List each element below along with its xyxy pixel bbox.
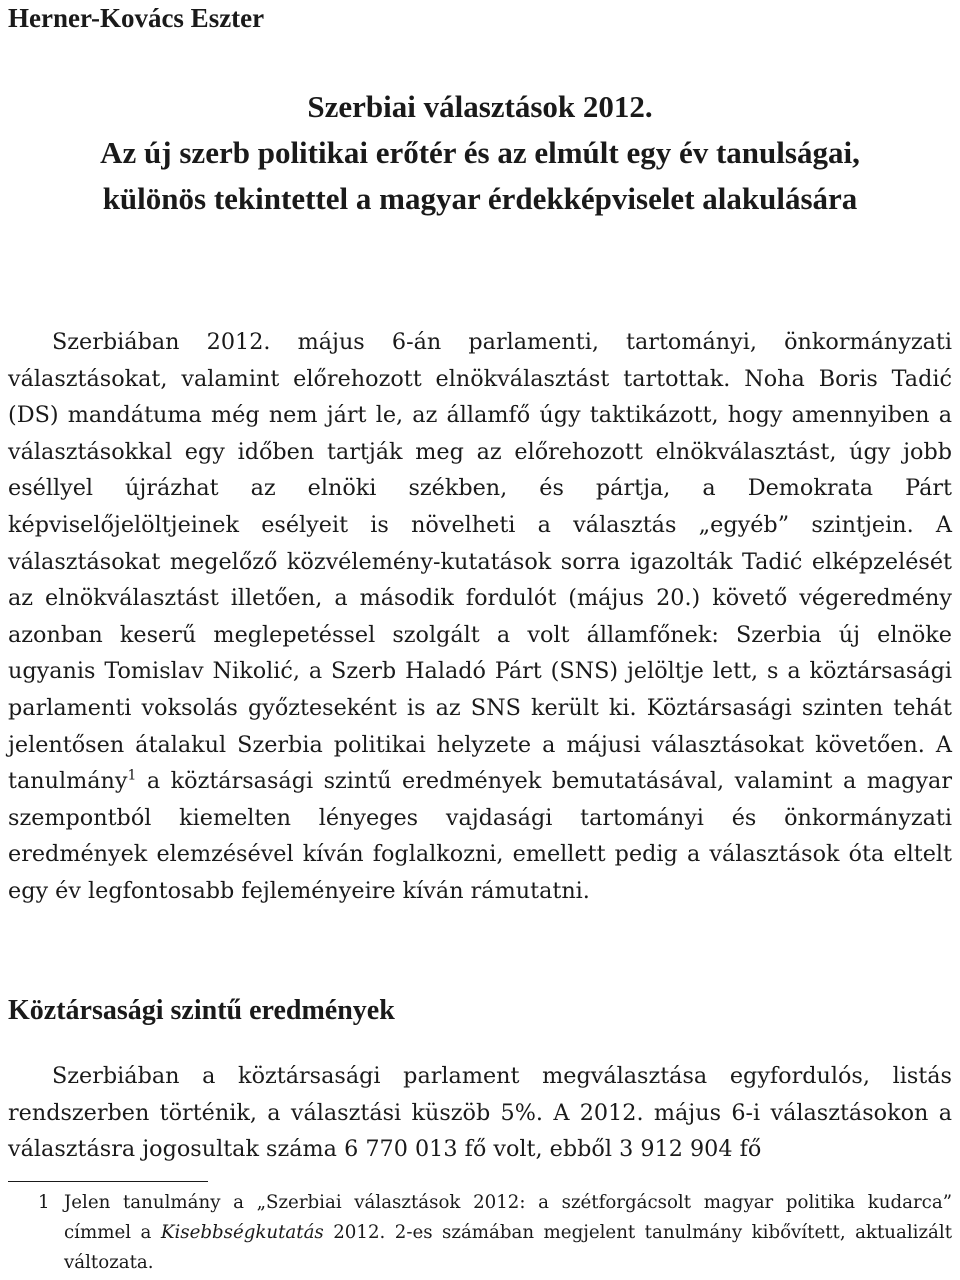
article-title: [8, 84, 952, 222]
footnote-text-part-1: Jelen tanulmány a „Szerbiai választások 2012: a szétforgácsolt magyar politika kudarca” címmel a: [64, 1192, 952, 1243]
title-line-3: különös tekintettel a magyar érdekképviselet alakulására: [102, 181, 858, 216]
section-paragraph: Szerbiában a köztársasági parlament megválasztása egyfordulós, listás rendszerben történik, a választási küszöb 5%. A 2012. május 6-i választásokon a választásra jogosultak száma 6 770 013 fő volt, ebből 3 912 904 fő: [8, 1063, 952, 1163]
footnote-divider: [8, 1181, 208, 1182]
author-name: Herner-Kovács Eszter: [8, 3, 265, 33]
footnote-number: 1: [38, 1192, 50, 1213]
footnote-reference[interactable]: 1: [127, 767, 137, 784]
title-line-1: Szerbiai választások 2012.: [307, 89, 653, 124]
footnote-text-part-2: 2012. 2-es számában megjelent tanulmány kibővített, aktualizált változata.: [64, 1222, 953, 1273]
intro-paragraph: [8, 324, 952, 910]
title-line-2: Az új szerb politikai erőtér és az elmúlt egy év tanulságai,: [100, 135, 860, 170]
footnote-journal-title: Kisebbségkutatás: [160, 1222, 324, 1243]
document-page: [8, 0, 952, 1280]
footnote-text: [64, 1188, 952, 1278]
intro-text-part-2: a köztársasági szintű eredmények bemutatásával, valamint a magyar szempontból kiemelten lényeges vajdasági tartományi és önkormányzati eredmények elemzésével kíván foglalkozni, emellett pedig a választások óta eltelt egy év legfontosabb fejleményeire kíván rámutatni.: [8, 768, 952, 904]
intro-text-part-1: Szerbiában 2012. május 6-án parlamenti, tartományi, önkormányzati választásokat, valamint előrehozott elnökválasztást tartottak. Noha Boris Tadić (DS) mandátuma még nem járt le, az államfő úgy taktikázott, hogy amennyiben a választásokkal egy időben tartják meg az előrehozott elnökválasztást, úgy jobb eséllyel újrázhat az elnöki székben, és pártja, a Demokrata Párt képviselőjelöltjeinek esélyeit is növelheti a választás „egyéb” szintjein. A választásokat megelőző közvélemény-kutatások sorra igazolták Tadić elképzelését az elnökválasztást illetően, a második fordulót (május 20.) követő végeredmény azonban keserű meglepetéssel szolgált a volt államfőnek: Szerbia új elnöke ugyanis Tomislav Nikolić, a Szerb Haladó Párt (SNS) jelöltje lett, s a köztársasági parlamenti voksolás győzteseként is az SNS került ki. Köztársasági szinten tehát jelentősen átalakul Szerbia politikai helyzete a májusi választásokat követően. A tanulmány: [8, 329, 952, 795]
section-heading: Köztársasági szintű eredmények: [8, 995, 395, 1026]
